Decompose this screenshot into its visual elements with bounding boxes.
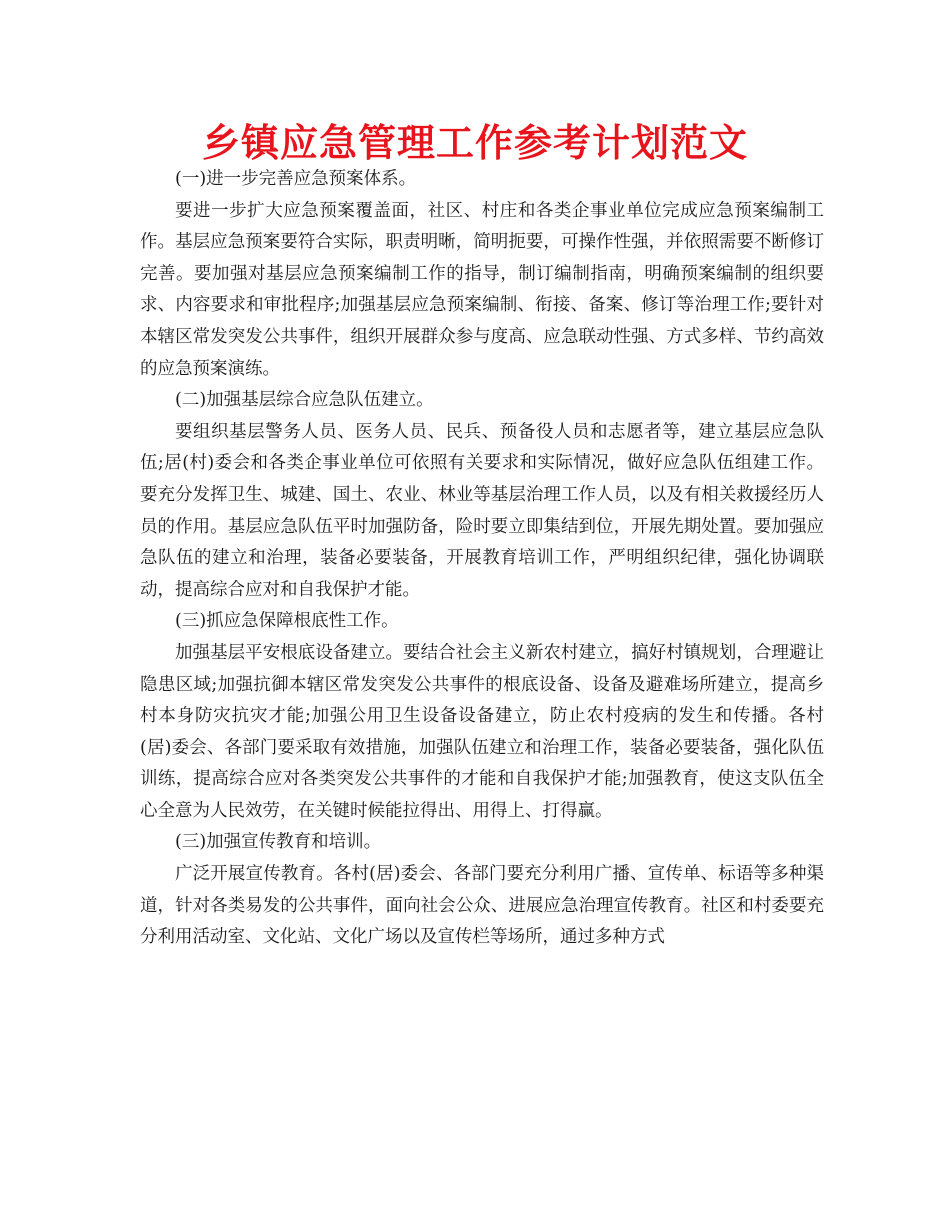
document-body: [140, 164, 824, 954]
section-heading-1: (一)进一步完善应急预案体系。: [175, 169, 417, 189]
section-heading-3: (三)抓应急保障根底性工作。: [175, 611, 399, 632]
document-title: 乡镇应急管理工作参考计划范文: [201, 121, 748, 165]
paragraph-2: 要组织基层警务人员、医务人员、民兵、预备役人员和志愿者等，建立基层应急队伍;居(村)委会和各类企事业单位可依照有关要求和实际情况，做好应急队伍组建工作。要充分发挥卫生、城建、国土、农业、林业等基层治理工作人员，以及有相关救援经历人员的作用。基层应急队伍平时加强防备，险时要立即集结到位，开展先期处置。要加强应急队伍的建立和治理，装备必要装备，开展教育培训工作，严明组织纪律，强化协调联动，提高综合应对和自我保护才能。: [140, 421, 824, 600]
section-heading-4: (三)加强宣传教育和培训。: [175, 832, 382, 853]
section-heading-2: (二)加强基层综合应急队伍建立。: [175, 390, 434, 411]
paragraph-1: 要进一步扩大应急预案覆盖面，社区、村庄和各类企事业单位完成应急预案编制工作。基层应急预案要符合实际，职责明晰，简明扼要，可操作性强，并依照需要不断修订完善。要加强对基层应急预案编制工作的指导，制订编制指南，明确预案编制的组织要求、内容要求和审批程序;加强基层应急预案编制、衔接、备案、修订等治理工作;要针对本辖区常发突发公共事件，组织开展群众参与度高、应急联动性强、方式多样、节约高效的应急预案演练。: [140, 200, 824, 379]
paragraph-4: 广泛开展宣传教育。各村(居)委会、各部门要充分利用广播、宣传单、标语等多种渠道，针对各类易发的公共事件，面向社会公众、进展应急治理宣传教育。社区和村委要充分利用活动室、文化站、文化广场以及宣传栏等场所，通过多种方式: [140, 864, 824, 948]
paragraph-3: 加强基层平安根底设备建立。要结合社会主义新农村建立，搞好村镇规划，合理避让隐患区域;加强抗御本辖区常发突发公共事件的根底设备、设备及避难场所建立，提高乡村本身防灾抗灾才能;加强公用卫生设备设备建立，防止农村疫病的发生和传播。各村(居)委会、各部门要采取有效措施，加强队伍建立和治理工作，装备必要装备，强化队伍训练，提高综合应对各类突发公共事件的才能和自我保护才能;加强教育，使这支队伍全心全意为人民效劳，在关键时候能拉得出、用得上、打得赢。: [140, 642, 824, 821]
